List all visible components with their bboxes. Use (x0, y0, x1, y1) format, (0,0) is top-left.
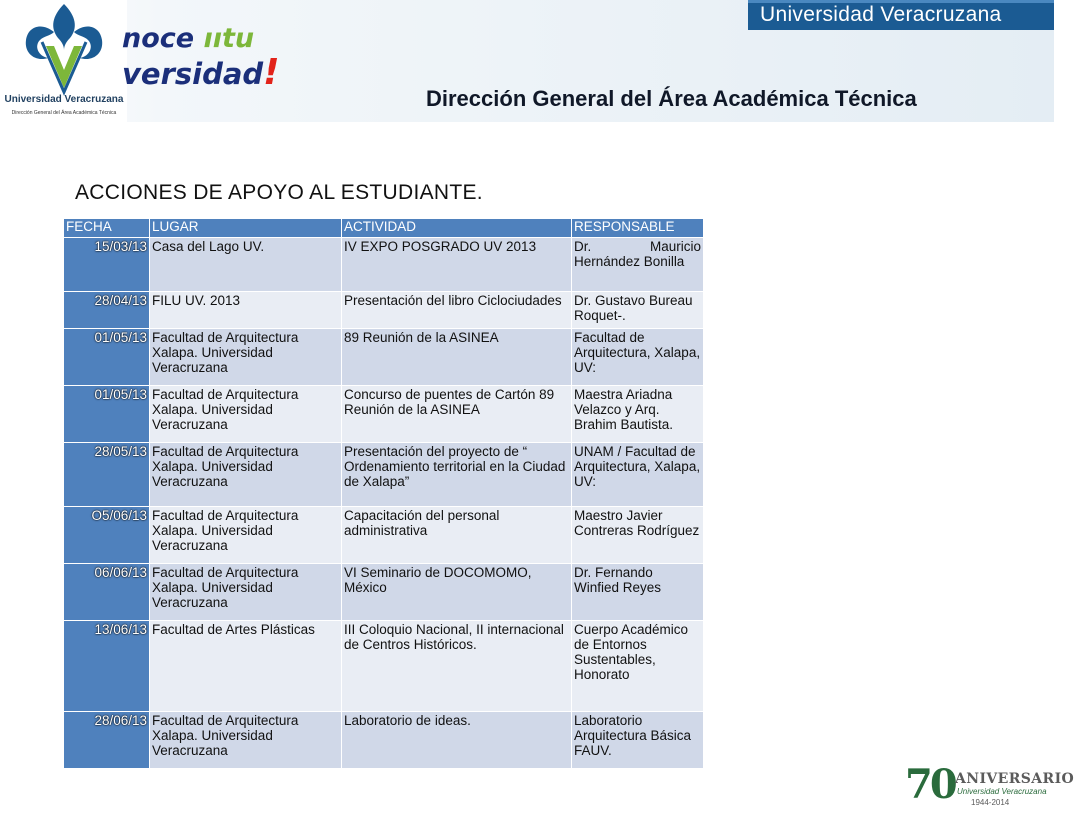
logo-subtitle: Dirección General del Área Académica Técnica (11, 110, 117, 116)
cell-lugar: Facultad de Arquitectura Xalapa. Universidad Veracruzana (150, 564, 342, 621)
table-row (64, 621, 704, 712)
cell-responsable: Laboratorio Arquitectura Básica FAUV. (572, 712, 704, 769)
department-title: Dirección General del Área Académica Técnica (426, 86, 917, 111)
cell-fecha: 28/04/13 (64, 292, 150, 329)
cell-responsable: Facultad de Arquitectura, Xalapa, UV: (572, 329, 704, 386)
cell-actividad: Capacitación del personal administrativa (342, 507, 572, 564)
university-banner (748, 0, 1054, 30)
cell-fecha: 15/03/13 (64, 238, 150, 292)
cell-actividad: Presentación del libro Ciclociudades (342, 292, 572, 329)
table-row (64, 443, 704, 507)
column-header-responsable: RESPONSABLE (572, 219, 704, 238)
cell-responsable: Cuerpo Académico de Entornos Sustentables, Honorato (572, 621, 704, 712)
cell-lugar: Casa del Lago UV. (150, 238, 342, 292)
table-row (64, 238, 704, 292)
cell-responsable: Maestro Javier Contreras Rodríguez (572, 507, 704, 564)
anniversary-years: 1944-2014 (971, 798, 1010, 807)
cell-actividad: VI Seminario de DOCOMOMO, México (342, 564, 572, 621)
anniversary-subtitle: Universidad Veracruzana (957, 787, 1047, 796)
cell-lugar: Facultad de Arquitectura Xalapa. Universidad Veracruzana (150, 386, 342, 443)
slogan-tu: tu (222, 23, 255, 54)
cell-fecha: 06/06/13 (64, 564, 150, 621)
activities-table (63, 218, 704, 769)
table-row (64, 564, 704, 621)
cell-actividad: Laboratorio de ideas. (342, 712, 572, 769)
cell-responsable: UNAM / Facultad de Arquitectura, Xalapa, UV: (572, 443, 704, 507)
cell-lugar: Facultad de Artes Plásticas (150, 621, 342, 712)
cell-lugar: Facultad de Arquitectura Xalapa. Universidad Veracruzana (150, 443, 342, 507)
cell-fecha: O5/06/13 (64, 507, 150, 564)
cell-lugar: Facultad de Arquitectura Xalapa. Universidad Veracruzana (150, 712, 342, 769)
column-header-fecha: FECHA (64, 219, 150, 238)
slogan-line1: noce (122, 23, 204, 54)
slogan (122, 22, 280, 91)
cell-responsable: Maestra Ariadna Velazco y Arq. Brahim Bautista. (572, 386, 704, 443)
cell-fecha: 01/05/13 (64, 386, 150, 443)
cell-actividad: Concurso de puentes de Cartón 89 Reunión de la ASINEA (342, 386, 572, 443)
cell-lugar: Facultad de Arquitectura Xalapa. Universidad Veracruzana (150, 329, 342, 386)
column-header-actividad: ACTIVIDAD (342, 219, 572, 238)
cell-fecha: 13/06/13 (64, 621, 150, 712)
cell-responsable: Dr. Fernando Winfied Reyes (572, 564, 704, 621)
cell-actividad: III Coloquio Nacional, II internacional de Centros Históricos. (342, 621, 572, 712)
table-row (64, 292, 704, 329)
cell-actividad: Presentación del proyecto de “ Ordenamiento territorial en la Ciudad de Xalapa” (342, 443, 572, 507)
university-banner-text: Universidad Veracruzana (760, 3, 1002, 26)
uv-flor-de-lis-icon (22, 2, 106, 94)
table-row (64, 329, 704, 386)
table-row (64, 712, 704, 769)
table-row (64, 386, 704, 443)
cell-lugar: FILU UV. 2013 (150, 292, 342, 329)
section-title: ACCIONES DE APOYO AL ESTUDIANTE. (75, 181, 483, 204)
cell-actividad: 89 Reunión de la ASINEA (342, 329, 572, 386)
cell-responsable: Dr. Mauricio Hernández Bonilla (572, 238, 704, 292)
cell-fecha: 28/06/13 (64, 712, 150, 769)
slogan-tick-icon: ıı (203, 23, 223, 54)
anniversary-logo (905, 761, 1074, 813)
anniversary-word: ANIVERSARIO (955, 771, 1074, 787)
slogan-line2: versidad (122, 57, 264, 91)
cell-fecha: 01/05/13 (64, 329, 150, 386)
cell-responsable: Dr. Gustavo Bureau Roquet-. (572, 292, 704, 329)
table-row (64, 507, 704, 564)
cell-actividad: IV EXPO POSGRADO UV 2013 (342, 238, 572, 292)
column-header-lugar: LUGAR (150, 219, 342, 238)
logo-name: Universidad Veracruzana (4, 94, 124, 105)
uv-logo (0, 0, 127, 122)
cell-lugar: Facultad de Arquitectura Xalapa. Universidad Veracruzana (150, 507, 342, 564)
slogan-bang: ! (263, 52, 280, 93)
cell-fecha: 28/05/13 (64, 443, 150, 507)
anniversary-number: 70 (905, 761, 955, 808)
table-header-row (64, 219, 704, 238)
